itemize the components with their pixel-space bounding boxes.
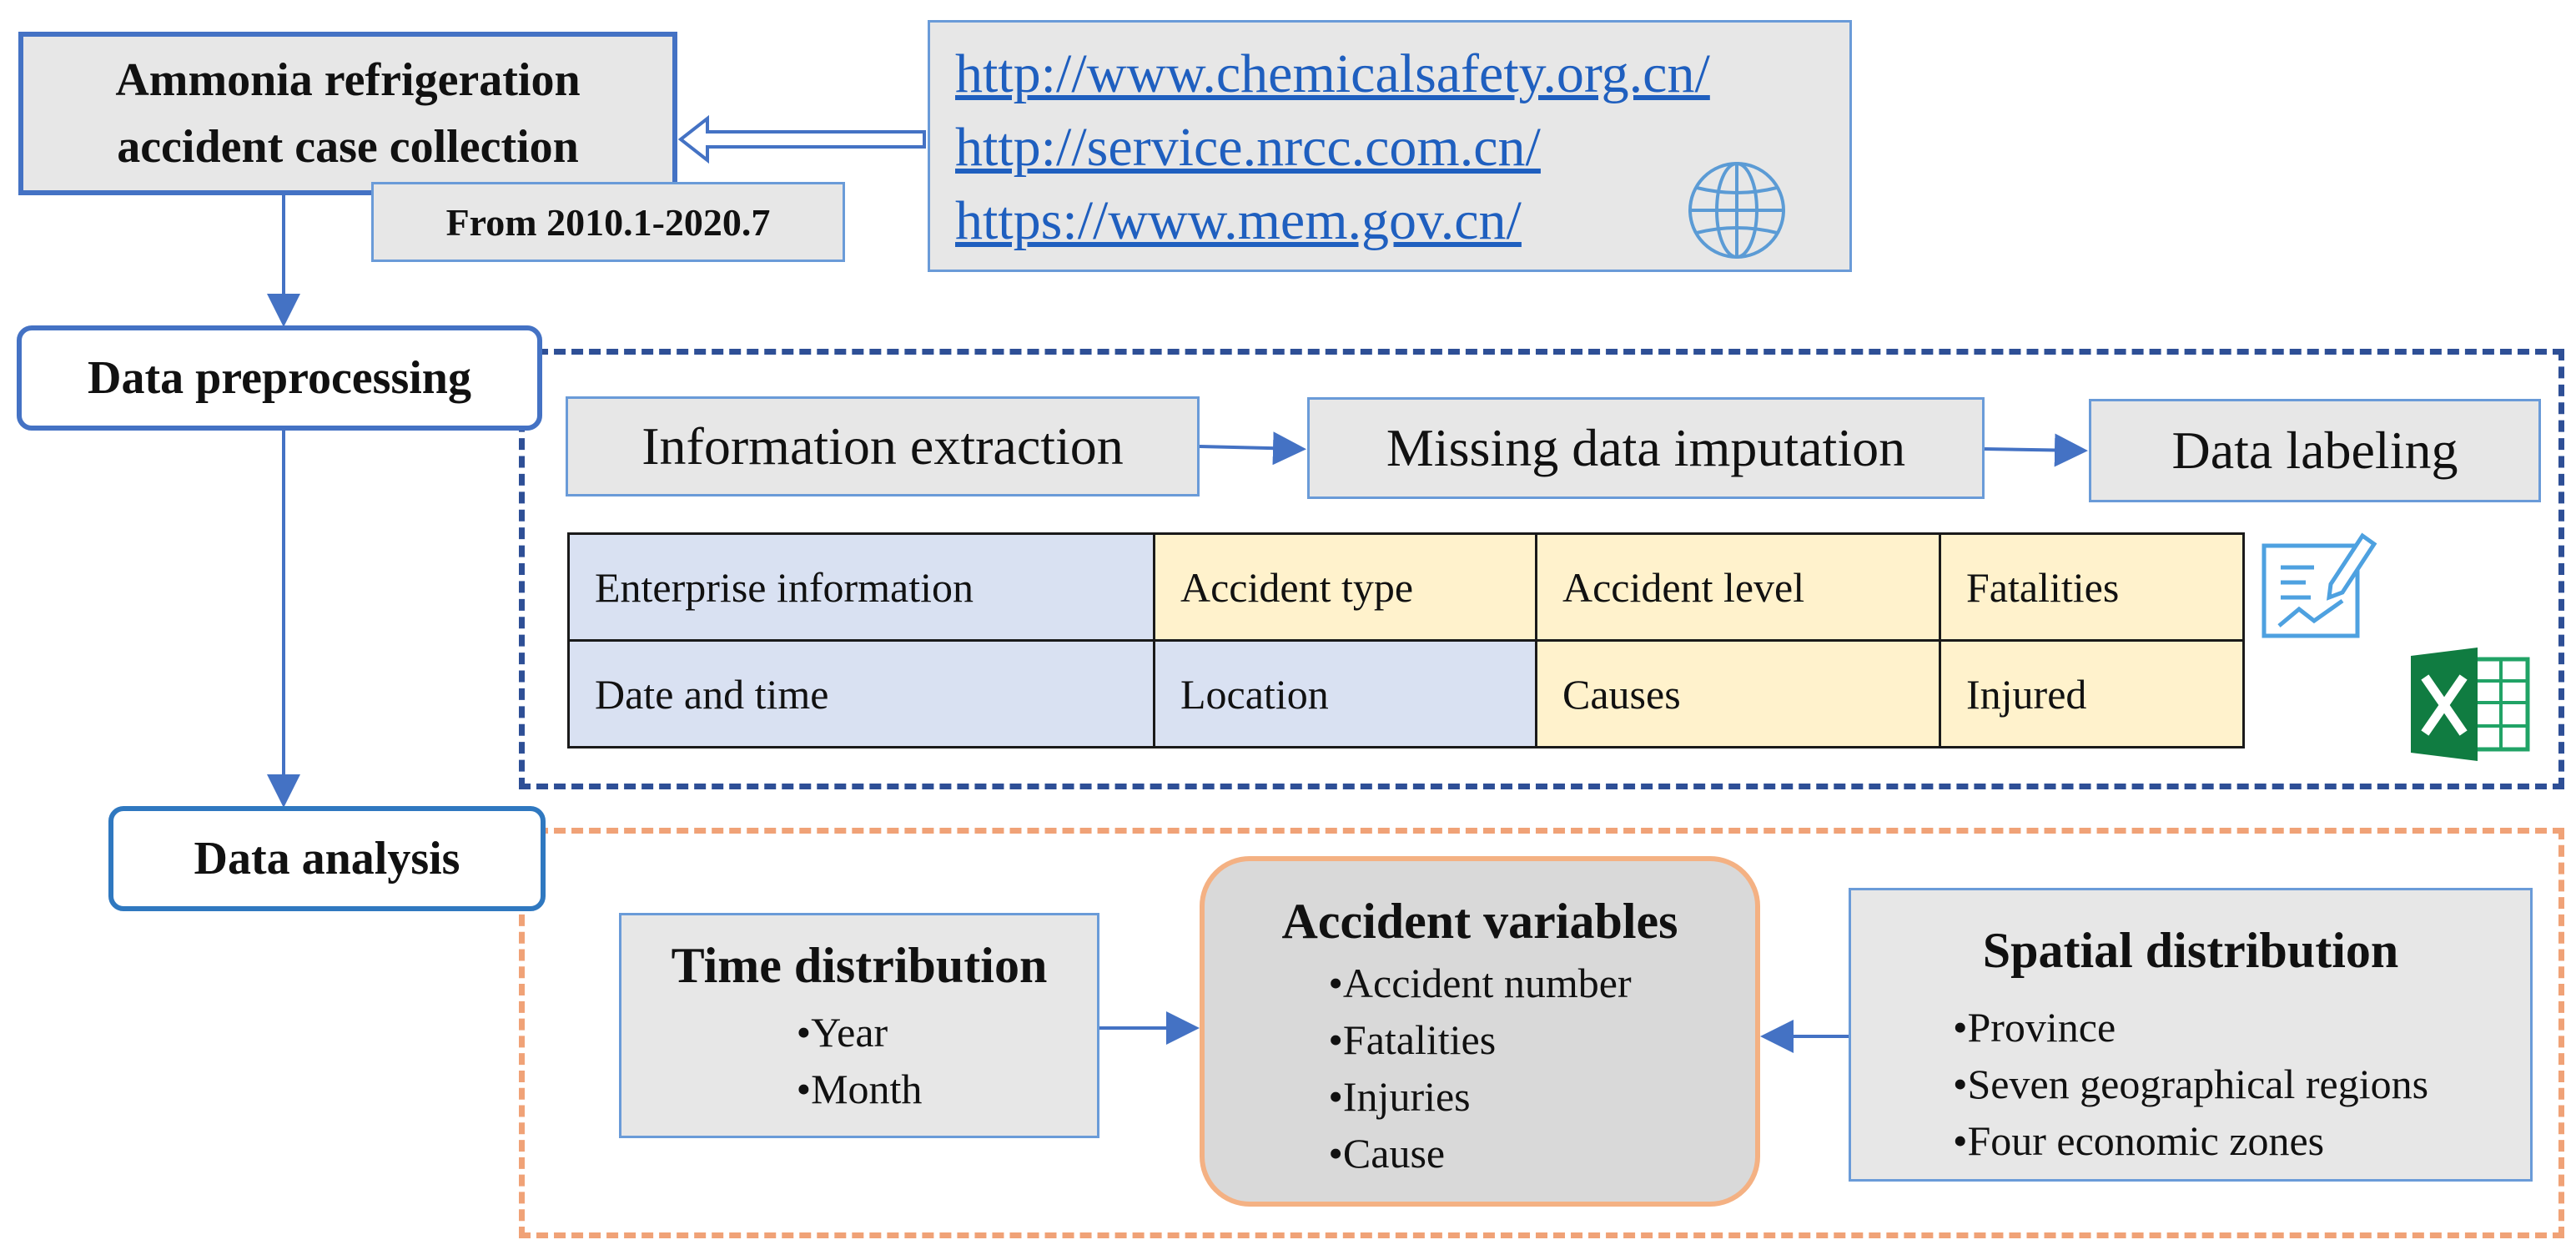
globe-icon (1683, 156, 1791, 265)
spatial-distribution-box (1849, 888, 2533, 1182)
accident-variables-list (1328, 955, 1631, 1182)
list-item: •Fatalities (1328, 1016, 1497, 1063)
variables-table (567, 532, 2245, 748)
list-item: •Four economic zones (1952, 1117, 2325, 1164)
excel-icon (2407, 648, 2531, 761)
accident-variables-box (1200, 856, 1760, 1207)
time-distribution-box (619, 913, 1099, 1138)
list-item: •Accident number (1328, 960, 1632, 1006)
chart-report-icon (2259, 529, 2379, 641)
list-item: •Cause (1328, 1130, 1446, 1177)
source-links-box (928, 20, 1852, 272)
spatial-distribution-list (1953, 999, 2428, 1169)
link-nrcc[interactable]: http://service.nrcc.com.cn/ (955, 117, 1541, 178)
analysis-label: Data analysis (108, 806, 546, 911)
table-cell: Injured (1940, 641, 2244, 748)
case-collection-box (18, 32, 677, 195)
step-information-extraction: Information extraction (566, 396, 1200, 496)
preprocessing-label: Data preprocessing (17, 325, 542, 431)
step-data-labeling: Data labeling (2089, 399, 2541, 502)
time-distribution-list (797, 1004, 923, 1117)
hollow-arrow-links-to-collection (681, 118, 924, 160)
table-cell: Date and time (569, 641, 1155, 748)
table-row (569, 534, 2244, 641)
list-item: •Month (796, 1066, 923, 1112)
step-missing-data-imputation: Missing data imputation (1307, 397, 1985, 499)
accident-variables-title: Accident variables (1281, 894, 1678, 949)
table-cell: Accident type (1155, 534, 1537, 641)
collection-title-line2: accident case collection (117, 121, 579, 173)
table-cell: Location (1155, 641, 1537, 748)
link-chemicalsafety[interactable]: http://www.chemicalsafety.org.cn/ (955, 43, 1710, 104)
list-item: •Province (1952, 1004, 2116, 1051)
list-item: •Year (796, 1009, 888, 1056)
collection-title-line1: Ammonia refrigeration (115, 54, 581, 106)
period-box (371, 182, 845, 262)
list-item: •Seven geographical regions (1952, 1061, 2429, 1107)
link-mem[interactable]: https://www.mem.gov.cn/ (955, 190, 1522, 251)
period-text: From 2010.1-2020.7 (445, 200, 771, 244)
table-cell: Accident level (1537, 534, 1940, 641)
spatial-distribution-title: Spatial distribution (1982, 923, 2399, 978)
table-row (569, 641, 2244, 748)
table-cell: Causes (1537, 641, 1940, 748)
list-item: •Injuries (1328, 1073, 1471, 1120)
time-distribution-title: Time distribution (671, 938, 1048, 993)
table-cell: Enterprise information (569, 534, 1155, 641)
table-cell: Fatalities (1940, 534, 2244, 641)
